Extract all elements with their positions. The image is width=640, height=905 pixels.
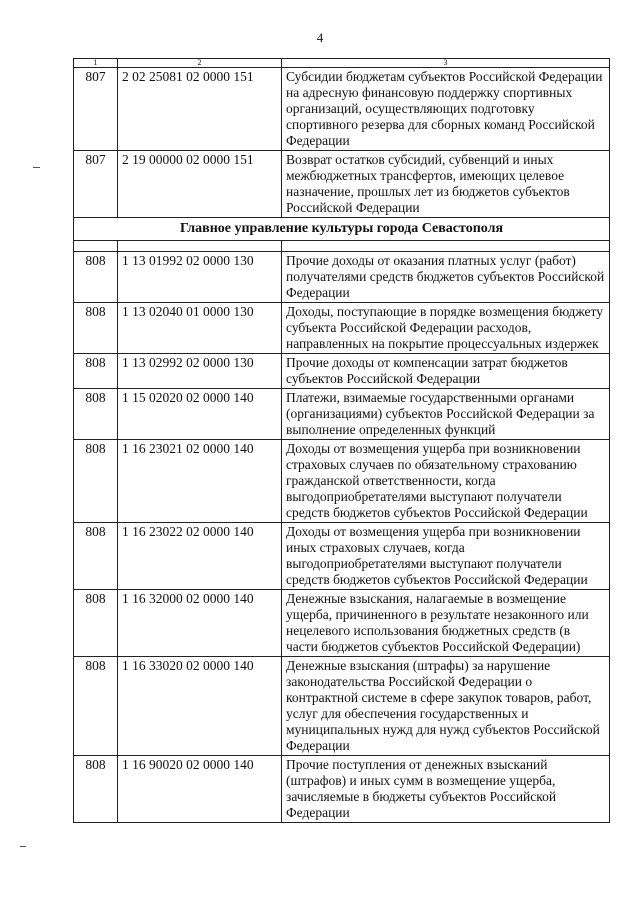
budget-code-cell: 1 16 23022 02 0000 140 [118, 523, 282, 590]
table-row [74, 354, 610, 389]
budget-code-cell: 1 16 23021 02 0000 140 [118, 440, 282, 523]
table-row [74, 252, 610, 303]
revenue-codes-table [73, 58, 610, 823]
spacer-cell [118, 241, 282, 252]
budget-code-cell: 1 13 02040 01 0000 130 [118, 303, 282, 354]
column-number: 1 [74, 59, 118, 68]
admin-code-cell: 807 [74, 151, 118, 218]
budget-code-cell: 1 16 33020 02 0000 140 [118, 657, 282, 756]
rows-top [74, 68, 610, 218]
admin-code-cell: 807 [74, 68, 118, 151]
budget-code-cell: 1 16 32000 02 0000 140 [118, 590, 282, 657]
revenue-name-cell: Доходы от возмещения ущерба при возникновении страховых случаев по обязательному страхованию гражданской ответственности, когда выгодоприобретателями выступают получатели средств бюджетов субъектов Российской Федерации [282, 440, 610, 523]
table-row [74, 389, 610, 440]
column-number: 3 [282, 59, 610, 68]
column-number: 2 [118, 59, 282, 68]
spacer-cell [74, 241, 118, 252]
scan-mark [20, 846, 26, 847]
admin-code-cell: 808 [74, 440, 118, 523]
revenue-name-cell: Возврат остатков субсидий, субвенций и иных межбюджетных трансфертов, имеющих целевое назначение, прошлых лет из бюджетов субъектов Российской Федерации [282, 151, 610, 218]
budget-code-cell: 1 16 90020 02 0000 140 [118, 756, 282, 823]
table-row [74, 440, 610, 523]
table-row [74, 303, 610, 354]
revenue-name-cell: Доходы, поступающие в порядке возмещения бюджету субъекта Российской Федерации расходов, направленных на покрытие процессуальных издержек [282, 303, 610, 354]
admin-code-cell: 808 [74, 354, 118, 389]
admin-code-cell: 808 [74, 657, 118, 756]
budget-code-cell: 2 19 00000 02 0000 151 [118, 151, 282, 218]
spacer-cell [282, 241, 610, 252]
table-row [74, 756, 610, 823]
admin-code-cell: 808 [74, 756, 118, 823]
revenue-name-cell: Субсидии бюджетам субъектов Российской Федерации на адресную финансовую поддержку спортивных организаций, осуществляющих подготовку спортивного резерва для сборных команд Российской Федерации [282, 68, 610, 151]
table-row [74, 590, 610, 657]
section-row [74, 218, 610, 241]
spacer-row [74, 241, 610, 252]
budget-code-cell: 1 13 02992 02 0000 130 [118, 354, 282, 389]
admin-code-cell: 808 [74, 252, 118, 303]
revenue-name-cell: Платежи, взимаемые государственными органами (организациями) субъектов Российской Федерации за выполнение определенных функций [282, 389, 610, 440]
revenue-name-cell: Денежные взыскания (штрафы) за нарушение законодательства Российской Федерации о контрактной системе в сфере закупок товаров, работ, услуг для обеспечения государственных и муниципальных нужд для нужд субъектов Российской Федерации [282, 657, 610, 756]
admin-code-cell: 808 [74, 389, 118, 440]
page-number: 4 [316, 30, 324, 45]
revenue-name-cell: Денежные взыскания, налагаемые в возмещение ущерба, причиненного в результате незаконного или нецелевого использования бюджетных средств (в части бюджетов субъектов Российской Федерации) [282, 590, 610, 657]
budget-code-cell: 1 13 01992 02 0000 130 [118, 252, 282, 303]
admin-code-cell: 808 [74, 523, 118, 590]
revenue-name-cell: Прочие доходы от оказания платных услуг (работ) получателями средств бюджетов субъектов Российской Федерации [282, 252, 610, 303]
budget-code-cell: 1 15 02020 02 0000 140 [118, 389, 282, 440]
table-row [74, 657, 610, 756]
table-row [74, 523, 610, 590]
rows-bottom [74, 252, 610, 823]
revenue-name-cell: Доходы от возмещения ущерба при возникновении иных страховых случаев, когда выгодоприобретателями выступают получатели средств бюджетов субъектов Российской Федерации [282, 523, 610, 590]
column-number-row [74, 59, 610, 68]
scan-mark [33, 167, 40, 168]
budget-code-cell: 2 02 25081 02 0000 151 [118, 68, 282, 151]
section-title: Главное управление культуры города Севастополя [74, 218, 610, 241]
table-row [74, 151, 610, 218]
admin-code-cell: 808 [74, 590, 118, 657]
revenue-name-cell: Прочие доходы от компенсации затрат бюджетов субъектов Российской Федерации [282, 354, 610, 389]
revenue-name-cell: Прочие поступления от денежных взысканий (штрафов) и иных сумм в возмещение ущерба, зачисляемые в бюджеты субъектов Российской Федерации [282, 756, 610, 823]
admin-code-cell: 808 [74, 303, 118, 354]
table-row [74, 68, 610, 151]
